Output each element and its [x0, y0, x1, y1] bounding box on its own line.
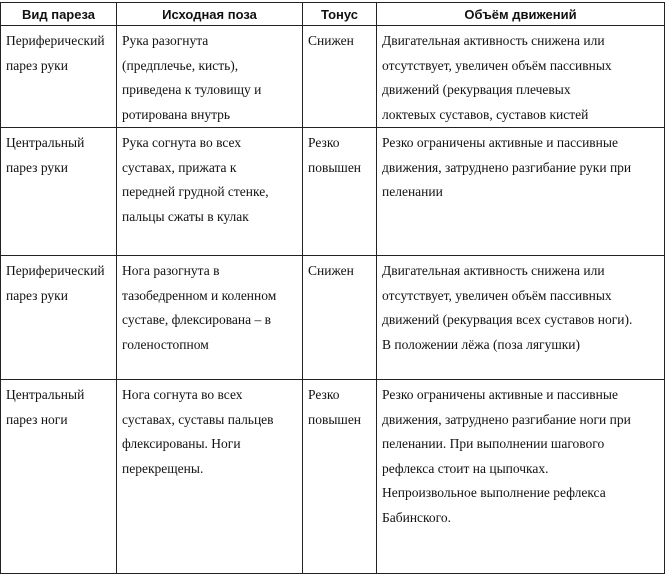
cell-movement-range [377, 128, 665, 256]
cell-line: Резко [308, 135, 340, 150]
cell-line: суставах, прижата к [122, 159, 237, 175]
header-paresis-type: Вид пареза [1, 3, 117, 26]
cell-line: Периферический [6, 263, 105, 278]
cell-line: пальцы сжаты в кулак [122, 208, 249, 224]
cell-tone [303, 128, 377, 256]
cell-line: флексированы. Ноги [122, 436, 241, 451]
cell-line: суставе, флексирована – в [122, 312, 272, 327]
cell-line: движений (рекурвация плечевых [382, 82, 571, 97]
cell-line: тазобедренном и коленном [122, 287, 277, 303]
cell-line: повышен [308, 411, 362, 427]
cell-paresis-type [1, 128, 117, 256]
cell-line: передней грудной стенке, [122, 184, 269, 199]
cell-line: движения, затруднено разгибание руки при [382, 159, 632, 175]
cell-line: Снижен [308, 33, 354, 48]
cell-line: Резко [308, 387, 340, 402]
cell-line: Снижен [308, 263, 354, 278]
cell-line: суставах, суставы пальцев [122, 411, 274, 427]
cell-paresis-type [1, 26, 117, 128]
cell-line: ротирована внутрь [122, 106, 231, 122]
cell-line: В положении лёжа (поза лягушки) [382, 336, 581, 352]
cell-line: парез руки [6, 159, 68, 175]
cell-tone [303, 256, 377, 380]
cell-line: Периферический [6, 33, 105, 48]
cell-line: Двигательная активность снижена или [382, 263, 605, 278]
cell-line: пеленании. При выполнении шагового [382, 436, 605, 451]
cell-line: (предплечье, кисть), [122, 57, 239, 73]
cell-line: голеностопном [122, 336, 209, 352]
cell-movement-range [377, 380, 665, 574]
cell-initial-pose [117, 256, 303, 380]
cell-movement-range [377, 256, 665, 380]
paresis-table [0, 2, 665, 574]
cell-line: Рука разогнута [122, 33, 209, 48]
cell-line: движения, затруднено разгибание ноги при [382, 411, 631, 427]
cell-line: Бабинского. [382, 509, 452, 525]
cell-line: Рука согнута во всех [122, 135, 242, 150]
cell-line: парез ноги [6, 411, 68, 427]
header-tone: Тонус [303, 3, 377, 26]
cell-line: Непроизвольное выполнение рефлекса [382, 485, 606, 500]
cell-movement-range [377, 26, 665, 128]
cell-line: Центральный [6, 387, 85, 402]
table-row [1, 26, 665, 128]
cell-line: пеленании [382, 184, 443, 199]
cell-line: локтевых суставов, суставов кистей [382, 106, 589, 122]
cell-line: Резко ограничены активные и пассивные [382, 135, 618, 150]
cell-initial-pose [117, 128, 303, 256]
cell-tone [303, 26, 377, 128]
cell-line: повышен [308, 159, 362, 175]
header-row [1, 3, 665, 26]
header-movement-range: Объём движений [377, 3, 665, 26]
cell-line: Нога разогнута в [122, 263, 220, 278]
cell-line: приведена к туловищу и [122, 82, 262, 97]
cell-line: отсутствует, увеличен объём пассивных [382, 287, 612, 303]
table-row [1, 380, 665, 574]
cell-line: Двигательная активность снижена или [382, 33, 605, 48]
cell-initial-pose [117, 26, 303, 128]
cell-initial-pose [117, 380, 303, 574]
cell-line: парез руки [6, 57, 68, 73]
cell-line: отсутствует, увеличен объём пассивных [382, 57, 612, 73]
cell-line: перекрещены. [122, 460, 204, 476]
cell-line: Нога согнута во всех [122, 387, 243, 402]
cell-line: Резко ограничены активные и пассивные [382, 387, 618, 402]
cell-line: парез руки [6, 287, 68, 303]
header-initial-pose: Исходная поза [117, 3, 303, 26]
table-row [1, 256, 665, 380]
cell-line: рефлекса стоит на цыпочках. [382, 460, 549, 476]
cell-paresis-type [1, 256, 117, 380]
cell-tone [303, 380, 377, 574]
table-row [1, 128, 665, 256]
cell-line: движений (рекурвация всех суставов ноги). [382, 312, 633, 327]
cell-line: Центральный [6, 135, 85, 150]
cell-paresis-type [1, 380, 117, 574]
